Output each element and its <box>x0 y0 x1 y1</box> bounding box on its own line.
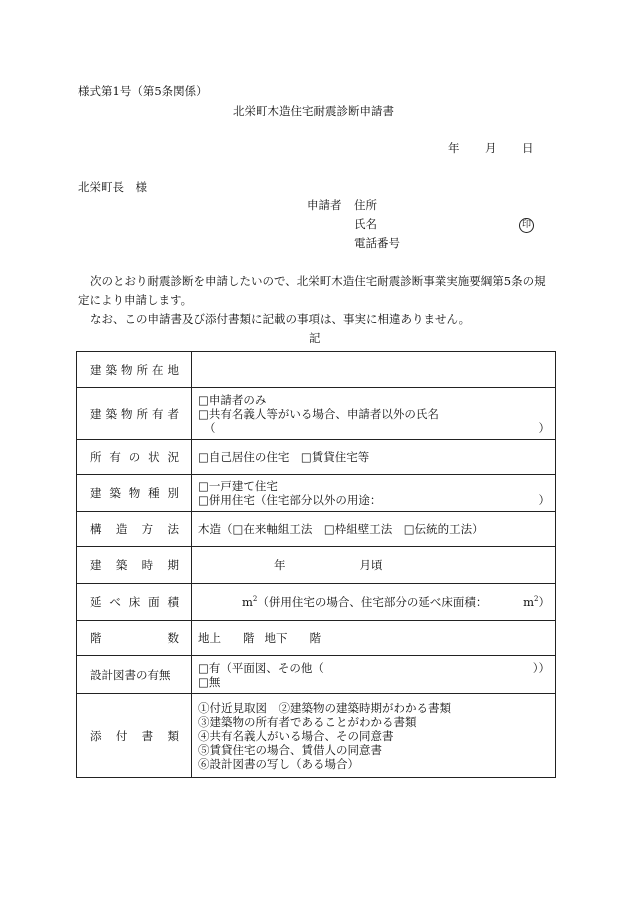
row-floors <box>77 621 556 656</box>
ownership-options[interactable]: □自己居住の住宅 □賃貸住宅等 <box>192 440 556 475</box>
location-field[interactable] <box>192 352 556 388</box>
attachments-list <box>192 694 556 778</box>
floors-below-unit: 階 <box>309 631 321 645</box>
form-number: 様式第1号（第5条関係） <box>78 84 208 98</box>
floor-area-field[interactable]: $m^2$（併用住宅の場合、住宅部分の延べ床面積： $m^2$） <box>192 584 556 621</box>
row-owner <box>77 388 556 440</box>
floor-area-note: （併用住宅の場合、住宅部分の延べ床面積： <box>257 595 488 609</box>
application-table <box>76 351 556 778</box>
body-line-1: 次のとおり耐震診断を申請したいので、北栄町木造住宅耐震診断事業実施要綱第5条の規 <box>90 274 546 288</box>
owner-field <box>192 388 556 440</box>
attachment-item: ⑤賃貸住宅の場合、賃借人の同意書 <box>198 742 382 757</box>
label-owner: 建 築 物 所 有 者 <box>77 388 192 440</box>
page-title: 北栄町木造住宅耐震診断申請書 <box>233 104 394 118</box>
type-option-detached[interactable]: □一戸建て住宅 <box>198 479 278 493</box>
drawings-option-no[interactable]: □無 <box>198 674 221 689</box>
building-type-field <box>192 475 556 512</box>
applicant-label: 申請者 <box>307 198 342 212</box>
attachment-item: ④共有名義人がいる場合、その同意書 <box>198 728 394 743</box>
phone-label: 電話番号 <box>354 236 400 250</box>
address-label: 住所 <box>354 198 377 212</box>
label-attachments: 添 付 書 類 <box>77 694 192 778</box>
drawings-option-yes[interactable]: □有（平面図、その他（ ）） <box>198 660 550 675</box>
row-structure <box>77 512 556 547</box>
body-line-2: 定により申請します。 <box>78 293 193 307</box>
construction-period-field[interactable] <box>192 547 556 584</box>
row-drawings <box>77 656 556 694</box>
attachment-item: ①付近見取図 ②建築物の建築時期がわかる書類 <box>198 700 451 715</box>
row-floor-area <box>77 584 556 621</box>
addressee: 北栄町長 様 <box>78 180 147 194</box>
date-year-label: 年 <box>448 141 460 155</box>
date-day-label: 日 <box>522 141 534 155</box>
date-month-label: 月 <box>485 141 497 155</box>
type-option-mixed-use[interactable]: □併用住宅（住宅部分以外の用途： ） <box>198 493 550 507</box>
label-structure: 構 造 方 法 <box>77 512 192 547</box>
floors-above-unit: 階 <box>243 631 255 645</box>
label-location: 建 築 物 所 在 地 <box>77 352 192 388</box>
row-attachments <box>77 694 556 778</box>
owner-option-applicant-only[interactable]: □申請者のみ <box>198 392 267 407</box>
co-owner-name-field[interactable]: （ ） <box>204 420 550 435</box>
seal-char: 印 <box>519 218 534 233</box>
attachment-item: ⑥設計図書の写し（ある場合） <box>198 756 359 771</box>
label-floor-area: 延 べ 床 面 積 <box>77 584 192 621</box>
owner-option-co-owners[interactable]: □共有名義人等がいる場合、申請者以外の氏名 <box>198 406 439 421</box>
period-year-label: 年 <box>274 558 286 572</box>
attachment-item: ③建築物の所有者であることがわかる書類 <box>198 714 417 729</box>
structure-options[interactable]: 木造（□在来軸組工法 □枠組壁工法 □伝統的工法） <box>192 512 556 547</box>
label-building-type: 建 築 物 種 別 <box>77 475 192 512</box>
row-construction-period <box>77 547 556 584</box>
floors-below-label: 地下 <box>264 631 288 645</box>
label-construction-period: 建 築 時 期 <box>77 547 192 584</box>
label-drawings: 設計図書の有無 <box>77 656 192 694</box>
period-month-label: 月頃 <box>359 558 383 572</box>
drawings-field <box>192 656 556 694</box>
row-ownership <box>77 440 556 475</box>
floors-field[interactable] <box>192 621 556 656</box>
floors-above-label: 地上 <box>198 631 221 645</box>
seal-mark <box>519 216 534 233</box>
name-label: 氏名 <box>354 217 377 231</box>
body-line-3: なお、この申請書及び添付書類に記載の事項は、事実に相違ありません。 <box>90 312 471 326</box>
label-ownership: 所 有 の 状 況 <box>77 440 192 475</box>
floor-area-end-unit: m <box>523 595 535 609</box>
ki-mark: 記 <box>309 331 321 345</box>
row-location <box>77 352 556 388</box>
floor-area-unit: m <box>242 595 253 609</box>
label-floors: 階 数 <box>77 621 192 656</box>
row-building-type <box>77 475 556 512</box>
